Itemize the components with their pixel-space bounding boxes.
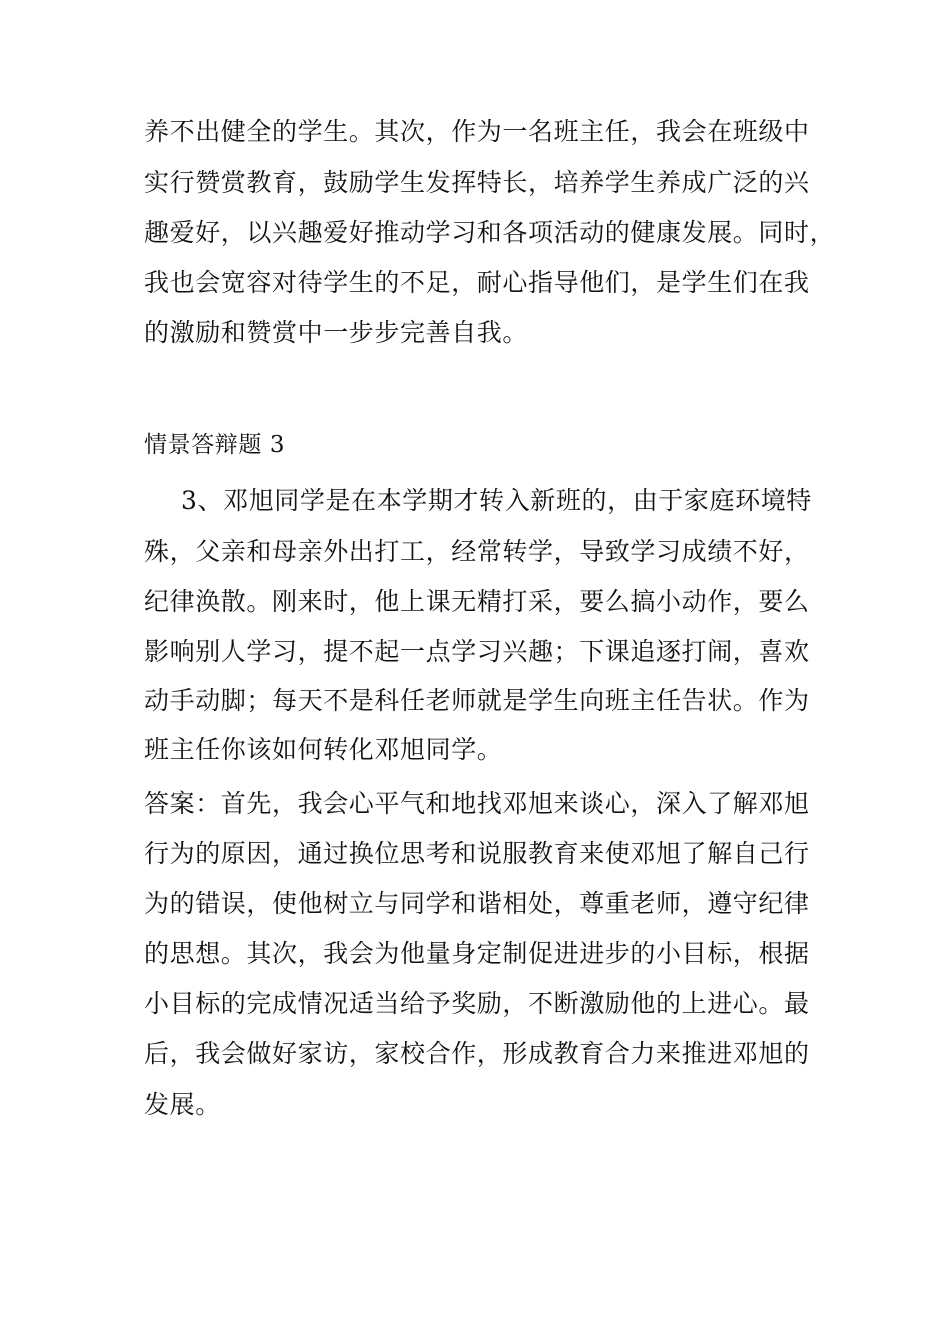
answer-line: 小目标的完成情况适当给予奖励，不断激励他的上进心。最 [144, 989, 810, 1018]
answer-line: 的思想。其次，我会为他量身定制促进进步的小目标，根据 [144, 939, 810, 968]
paragraph-line: 实行赞赏教育，鼓励学生发挥特长，培养学生养成广泛的兴 [144, 168, 810, 197]
question-line: 殊，父亲和母亲外出打工，经常转学，导致学习成绩不好， [144, 537, 810, 566]
paragraph-line: 趣爱好，以兴趣爱好推动学习和各项活动的健康发展。同时， [144, 218, 836, 247]
question-line: 班主任你该如何转化邓旭同学。 [144, 735, 503, 764]
answer-line: 后，我会做好家访，家校合作，形成教育合力来推进邓旭的 [144, 1039, 810, 1068]
answer-line: 发展。 [144, 1090, 221, 1119]
paragraph-line: 的激励和赞赏中一步步完善自我。 [144, 318, 529, 347]
answer-line: 答案：首先，我会心平气和地找邓旭来谈心，深入了解邓旭 [144, 789, 810, 818]
question-line: 动手动脚；每天不是科任老师就是学生向班主任告状。作为 [144, 686, 810, 715]
question-line: 影响别人学习，提不起一点学习兴趣；下课追逐打闹，喜欢 [144, 637, 810, 666]
answer-line: 为的错误，使他树立与同学和谐相处，尊重老师，遵守纪律 [144, 889, 810, 918]
section-title: 情景答辩题 3 [144, 432, 286, 458]
paragraph-line: 我也会宽容对待学生的不足，耐心指导他们，是学生们在我 [144, 268, 810, 297]
answer-line: 行为的原因，通过换位思考和说服教育来使邓旭了解自己行 [144, 839, 810, 868]
question-line: 3、邓旭同学是在本学期才转入新班的，由于家庭环境特 [181, 486, 812, 515]
paragraph-line: 养不出健全的学生。其次，作为一名班主任，我会在班级中 [144, 117, 810, 146]
question-line: 纪律涣散。刚来时，他上课无精打采，要么搞小动作，要么 [144, 587, 810, 616]
